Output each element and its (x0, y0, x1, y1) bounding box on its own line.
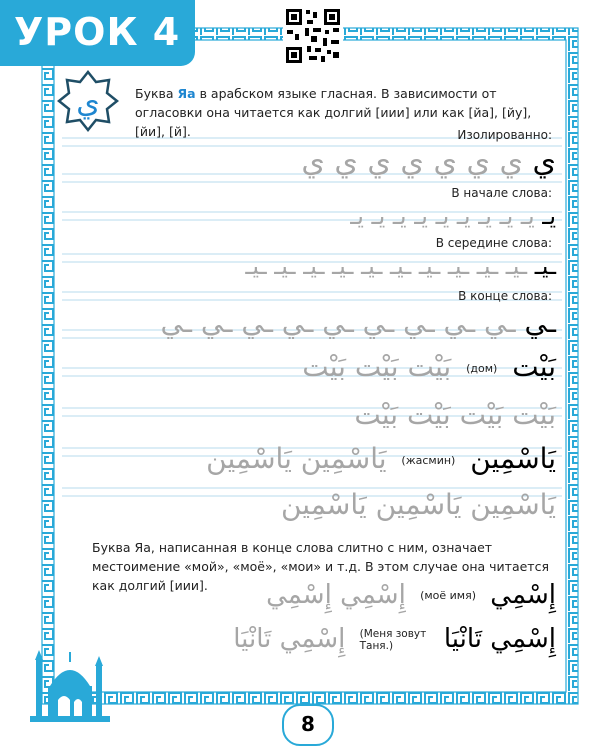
sample-isolated: ي (532, 144, 556, 179)
pronoun-note: Буква Яа, написанная в конце слова слитно с ним, означает местоимение «мой», «моё», «мои» и т.д. В этом случае она читается как долгий [иии]. (92, 540, 549, 593)
page-number: 8 (301, 712, 315, 736)
row-word-ismi-tanya (233, 624, 556, 654)
row-initial (350, 202, 556, 230)
trace-bayt-2: بَيْت بَيْت بَيْت بَيْت (354, 398, 556, 431)
sample-ismi-tanya: إِسْمِي تَانْيَا (443, 624, 556, 654)
trace-initial: يـ يـ يـ يـ يـ يـ يـ يـ يـ (350, 202, 535, 230)
trace-yasmin: يَاسْمِين يَاسْمِين (206, 442, 387, 475)
mosque-icon (30, 640, 110, 722)
row-final (160, 306, 556, 339)
sample-medial: ـيـ (534, 252, 556, 280)
sample-bayt: بَيْت (512, 350, 556, 383)
sample-final: ـي (524, 306, 556, 339)
trace-yasmin-2: يَاسْمِين يَاسْمِين يَاسْمِين (280, 488, 556, 521)
badge-letter: ي (76, 85, 100, 120)
label-isolated: Изолированно: (457, 128, 552, 142)
sample-initial: يـ (542, 202, 556, 230)
intro-part2: в арабском языке гласная. В зависимости от огласовки она читается как долгий [иии] или как [йа], [йу], [йи], [й]. (135, 86, 532, 139)
row-word-yasmin-trace (281, 488, 556, 521)
hint-ismi-tanya: (Меня зовут Таня.) (359, 627, 427, 652)
row-word-yasmin (206, 442, 556, 475)
trace-isolated: ي ي ي ي ي ي ي (301, 144, 523, 179)
letter-star-badge (57, 70, 119, 132)
sample-yasmin: يَاسْمِين (470, 442, 556, 475)
label-final: В конце слова: (458, 289, 552, 303)
trace-bayt: بَيْت بَيْت بَيْت (302, 350, 452, 383)
lesson-tab (0, 0, 195, 66)
trace-ismi: إِسْمِي إِسْمِي (266, 580, 406, 610)
label-initial: В начале слова: (451, 186, 552, 200)
trace-final: ـي ـي ـي ـي ـي ـي ـي ـي ـي (160, 306, 516, 339)
trace-ismi-tanya: إِسْمِي تَانْيَا (233, 624, 346, 654)
row-medial (245, 252, 556, 280)
intro-part1: Буква (135, 86, 178, 101)
label-medial: В середине слова: (435, 236, 552, 250)
row-isolated (301, 144, 556, 179)
hint-ismi: (моё имя) (420, 589, 477, 602)
hint-bayt: (дом) (466, 361, 498, 375)
row-word-bayt (302, 350, 556, 383)
qr-code-icon[interactable] (283, 6, 343, 66)
row-word-bayt-trace (354, 398, 556, 431)
sample-ismi: إِسْمِي (490, 580, 556, 610)
hint-yasmin: (жасмин) (401, 453, 456, 467)
letter-name: Яа (177, 86, 196, 101)
lesson-title: УРОК 4 (14, 10, 181, 54)
trace-medial: ـيـ ـيـ ـيـ ـيـ ـيـ ـيـ ـيـ ـيـ ـيـ ـيـ (245, 252, 528, 280)
page-number-badge (282, 704, 334, 746)
row-word-ismi (266, 580, 556, 610)
